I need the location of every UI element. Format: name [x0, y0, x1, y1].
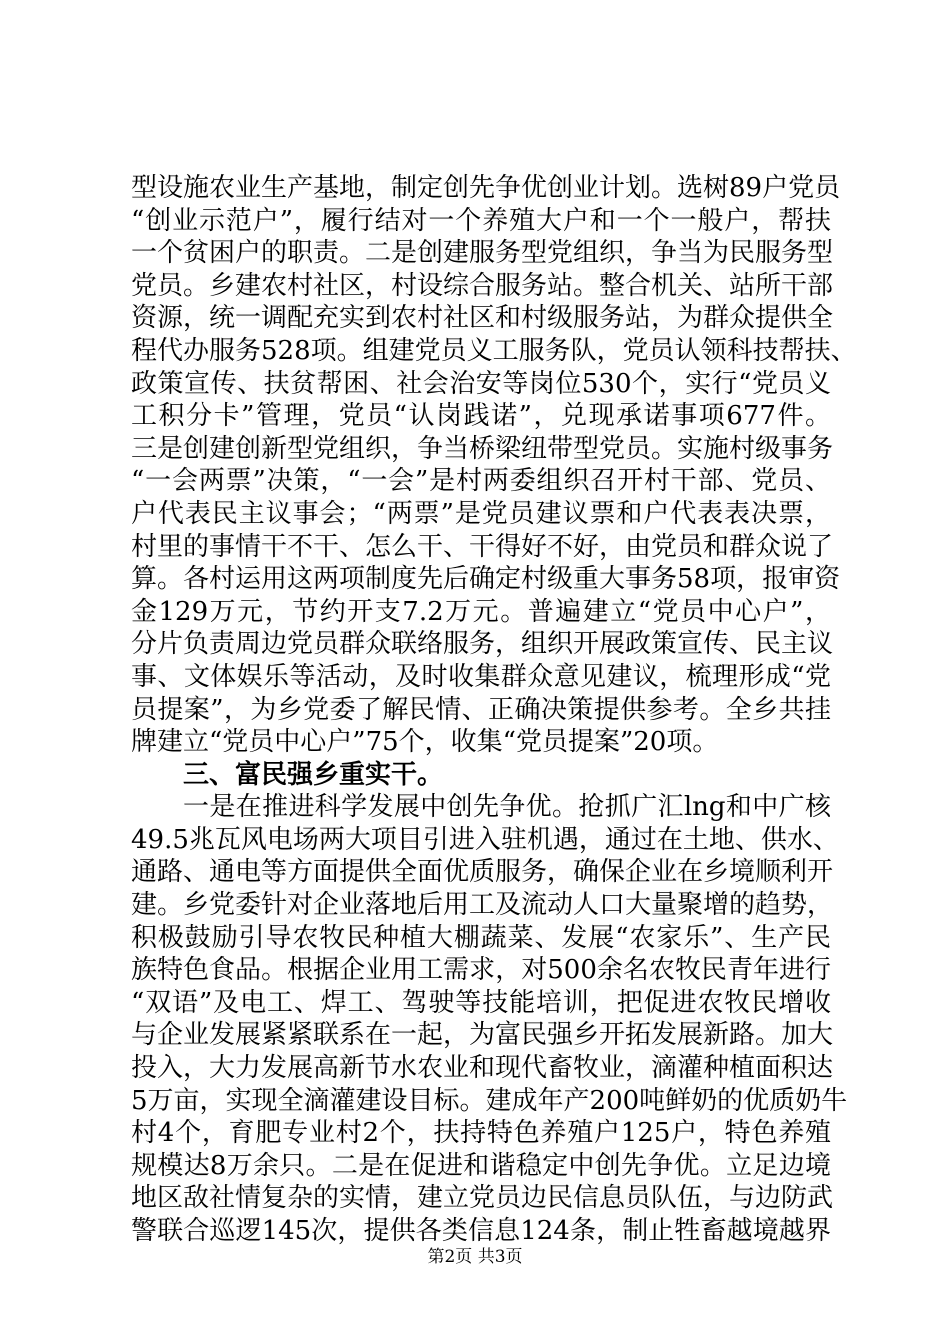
text-line: 分片负责周边党员群众联络服务，组织开展政策宣传、民主议 — [131, 629, 834, 660]
text-line: 规模达8万余只。二是在促进和谐稳定中创先争优。立足边境 — [131, 1150, 831, 1181]
text-line: 投入，大力发展高新节水农业和现代畜牧业，滴灌种植面积达 — [131, 1053, 834, 1084]
text-line: 村里的事情干不干、怎么干、干得好不好，由党员和群众说了 — [131, 531, 834, 562]
text-line: 牌建立“党员中心户”75个，收集“党员提案”20项。 — [131, 727, 719, 758]
text-line: 工积分卡”管理，党员“认岗践诺”，兑现承诺事项677件。 — [131, 401, 831, 432]
page-footer: 第2页 共3页 — [427, 1247, 523, 1267]
text-line: 户代表民主议事会；“两票”是党员建议票和户代表表决票， — [131, 498, 831, 529]
text-line: 一个贫困户的职责。二是创建服务型党组织，争当为民服务型 — [131, 238, 834, 269]
text-line: 事、文体娱乐等活动，及时收集群众意见建议，梳理形成“党 — [131, 661, 831, 692]
text-line: 村4个，育肥专业村2个，扶持特色养殖户125户，特色养殖 — [131, 1118, 831, 1149]
text-line: 程代办服务528项。组建党员义工服务队，党员认领科技帮扶、 — [131, 335, 857, 366]
text-line: 算。各村运用这两项制度先后确定村级重大事务58项，报审资 — [131, 564, 841, 595]
text-line: “双语”及电工、焊工、驾驶等技能培训，把促进农牧民增收 — [131, 987, 831, 1018]
text-line: “一会两票”决策，“一会”是村两委组织召开村干部、党员、 — [131, 466, 831, 497]
body-text — [131, 172, 857, 1248]
text-line: “创业示范户”，履行结对一个养殖大户和一个一般户，帮扶 — [131, 205, 831, 236]
text-line: 党员。乡建农村社区，村设综合服务站。整合机关、站所干部 — [131, 270, 834, 301]
text-line: 地区敌社情复杂的实情，建立党员边民信息员队伍，与边防武 — [131, 1183, 834, 1214]
text-line: 一是在推进科学发展中创先争优。抢抓广汇lng和中广核 — [183, 792, 831, 823]
text-line: 族特色食品。根据企业用工需求，对500余名农牧民青年进行 — [131, 955, 831, 986]
text-line: 建。乡党委针对企业落地后用工及流动人口大量聚增的趋势， — [131, 890, 834, 921]
text-line: 通路、通电等方面提供全面优质服务，确保企业在乡境顺利开 — [131, 857, 834, 888]
text-line: 积极鼓励引导农牧民种植大棚蔬菜、发展“农家乐”、生产民 — [131, 922, 831, 953]
text-line: 三是创建创新型党组织，争当桥梁纽带型党员。实施村级事务 — [131, 433, 834, 464]
text-line: 资源，统一调配充实到农村社区和村级服务站，为群众提供全 — [131, 303, 834, 334]
text-line: 与企业发展紧紧联系在一起，为富民强乡开拓发展新路。加大 — [131, 1020, 834, 1051]
text-line: 5万亩，实现全滴灌建设目标。建成年产200吨鲜奶的优质奶牛 — [131, 1085, 848, 1116]
text-line: 警联合巡逻145次，提供各类信息124条，制止牲畜越境越界 — [131, 1216, 831, 1246]
text-line: 金129万元，节约开支7.2万元。普遍建立“党员中心户”， — [131, 596, 831, 627]
text-line: 政策宣传、扶贫帮困、社会治安等岗位530个，实行“党员义 — [131, 368, 831, 399]
section-heading: 三、富民强乡重实干。 — [183, 759, 444, 790]
text-line: 49.5兆瓦风电场两大项目引进入驻机遇，通过在土地、供水、 — [131, 824, 839, 855]
text-line: 员提案”，为乡党委了解民情、正确决策提供参考。全乡共挂 — [131, 694, 831, 725]
text-line: 型设施农业生产基地，制定创先争优创业计划。选树89户党员 — [131, 173, 841, 203]
